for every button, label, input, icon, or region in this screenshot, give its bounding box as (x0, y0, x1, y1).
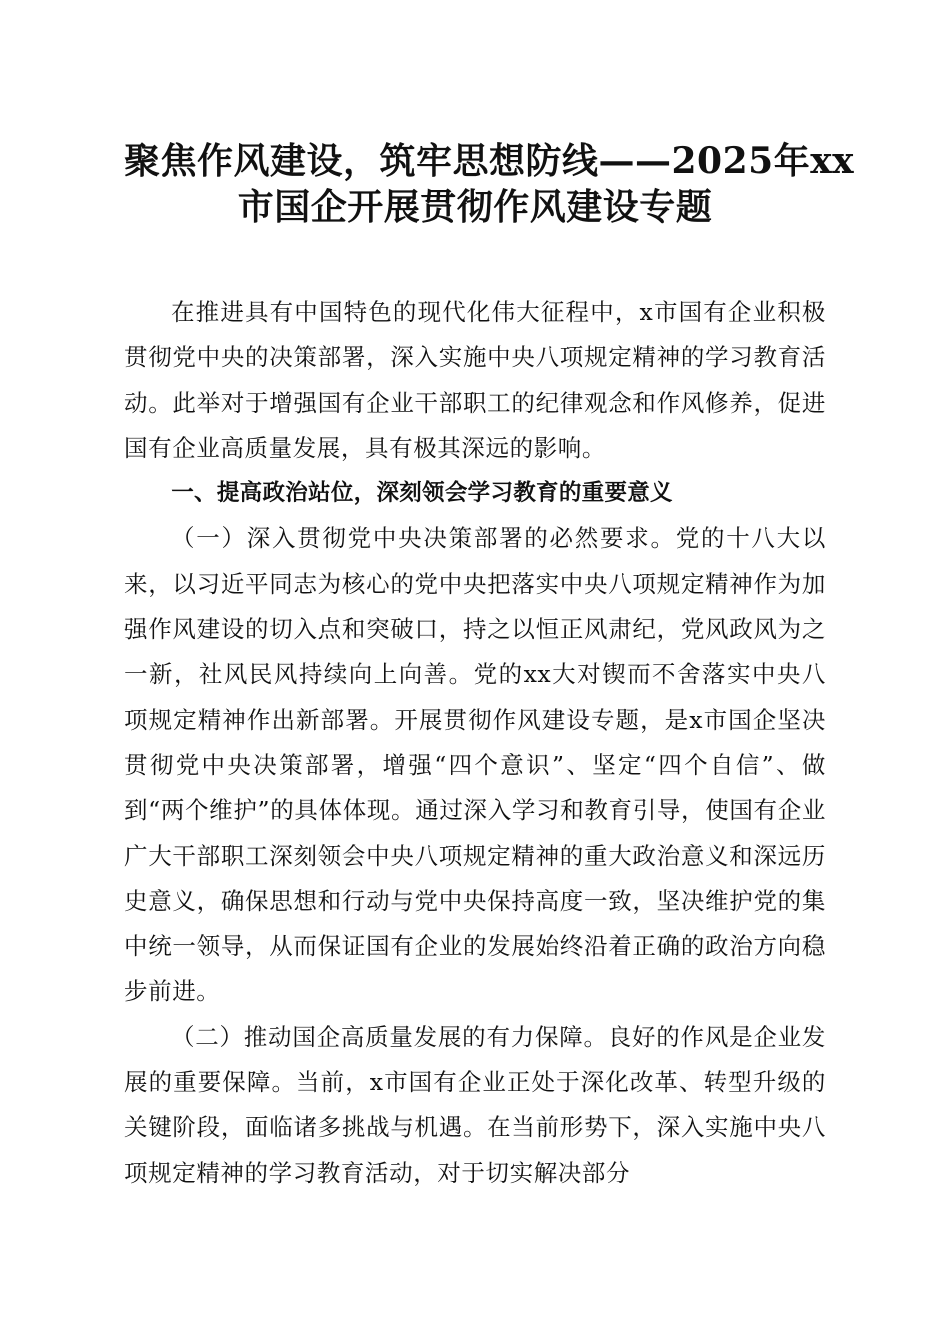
paragraph-1-body: 党的十八大以来，以习近平同志为核心的党中央把落实中央八项规定精神作为加强作风建设的切入点和突破口，持之以恒正风肃纪，党风政风为之一新，社风民风持续向上向善。党的xx大对锲而不舍落实中央八项规定精神作出新部署。开展贯彻作风建设专题，是x市国企坚决贯彻党中央决策部署，增强“四个意识”、坚定“四个自信”、做到“两个维护”的具体体现。通过深入学习和教育引导，使国有企业广大干部职工深刻领会中央八项规定精神的重大政治意义和深远历史意义，确保思想和行动与党中央保持高度一致，坚决维护党的集中统一领导，从而保证国有企业的发展始终沿着正确的政治方向稳步前进。 (124, 524, 826, 1006)
subheading-2: （二）推动国企高质量发展的有力保障。 (171, 1022, 608, 1051)
intro-paragraph: 在推进具有中国特色的现代化伟大征程中，x市国有企业积极贯彻党中央的决策部署，深入实施中央八项规定精神的学习教育活动。此举对于增强国有企业干部职工的纪律观念和作风修养，促进国有企业高质量发展，具有极其深远的影响。 (124, 298, 826, 462)
document-body (124, 290, 826, 1196)
title-line-1: 聚焦作风建设，筑牢思想防线——2025年xx (124, 140, 855, 182)
title-line-2: 市国企开展贯彻作风建设专题 (237, 186, 713, 228)
section-heading: 一、提高政治站位，深刻领会学习教育的重要意义 (171, 480, 673, 507)
paragraph-1 (124, 516, 826, 1014)
paragraph-2 (124, 1015, 826, 1196)
document-title (124, 138, 855, 230)
subheading-1: （一）深入贯彻党中央决策部署的必然要求。 (171, 524, 676, 553)
paragraph-2-body: 良好的作风是企业发展的重要保障。当前，x市国有企业正处于深化改革、转型升级的关键阶段，面临诸多挑战与机遇。在当前形势下，深入实施中央八项规定精神的学习教育活动，对于切实解决部分 (124, 1022, 826, 1187)
